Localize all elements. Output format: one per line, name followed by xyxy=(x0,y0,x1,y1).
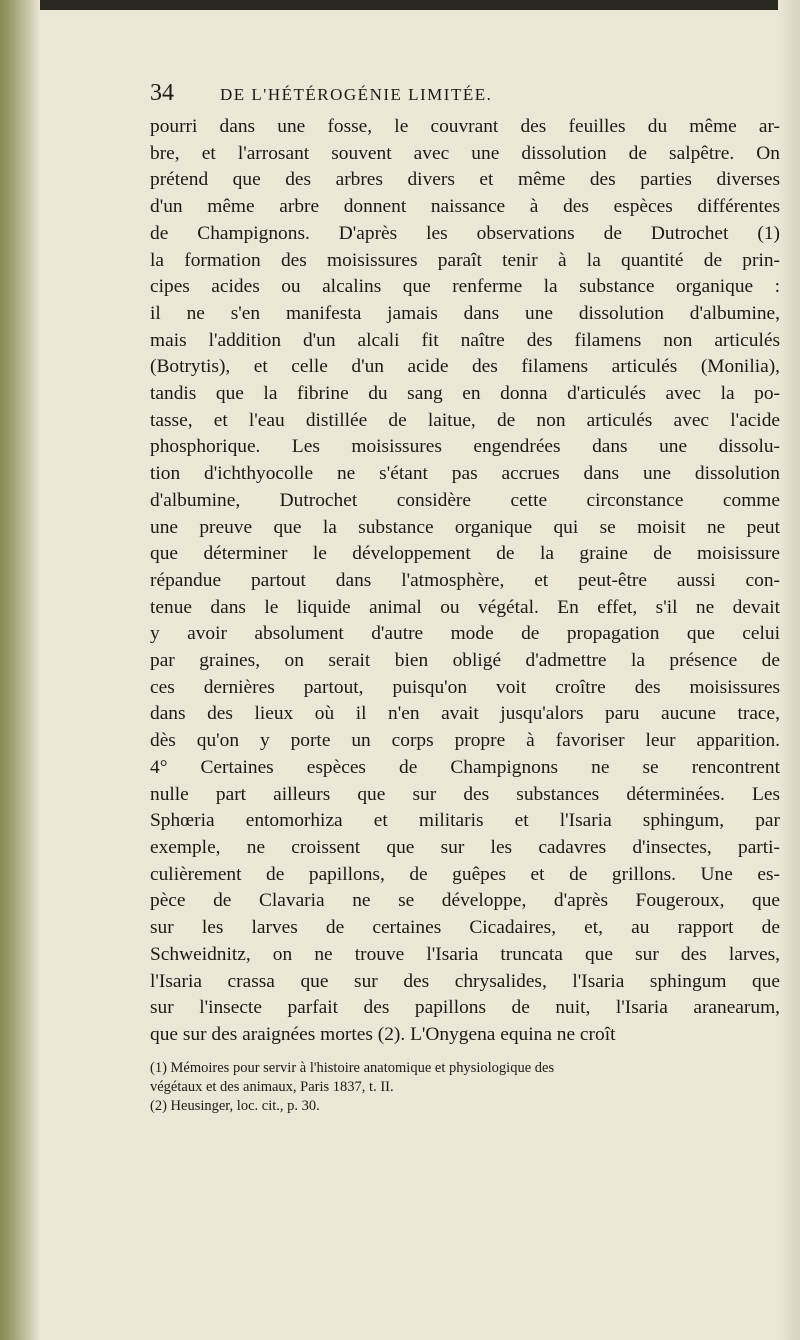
text-line: que sur des araignées mortes (2). L'Onygena equina ne croît xyxy=(150,1023,616,1045)
text-line: Schweidnitz, on ne trouve l'Isaria truncata que sur des larves, xyxy=(150,943,780,965)
footnote-line: végétaux et des animaux, Paris 1837, t. II. xyxy=(150,1078,394,1095)
text-line: une preuve que la substance organique qui se moisit ne peut xyxy=(150,516,780,538)
text-line: tandis que la fibrine du sang en donna d'articulés avec la po- xyxy=(150,383,780,405)
text-line: y avoir absolument d'autre mode de propagation que celui xyxy=(150,623,780,645)
body-text xyxy=(150,114,780,1049)
text-line: pèce de Clavaria ne se développe, d'après Fougeroux, que xyxy=(150,890,780,912)
text-line: tenue dans le liquide animal ou végétal. En effet, s'il ne devait xyxy=(150,596,780,618)
text-line: la formation des moisissures paraît tenir à la quantité de prin- xyxy=(150,249,780,271)
footnote-line: (2) Heusinger, loc. cit., p. 30. xyxy=(150,1097,320,1114)
text-line: exemple, ne croissent que sur les cadavres d'insectes, parti- xyxy=(150,836,780,858)
text-line: par graines, on serait bien obligé d'admettre la présence de xyxy=(150,650,780,672)
text-line: (Botrytis), et celle d'un acide des filamens articulés (Monilia), xyxy=(150,356,780,378)
page-number: 34 xyxy=(150,80,174,106)
text-line: il ne s'en manifesta jamais dans une dissolution d'albumine, xyxy=(150,302,780,324)
text-line: l'Isaria crassa que sur des chrysalides, l'Isaria sphingum que xyxy=(150,970,780,992)
text-line: bre, et l'arrosant souvent avec une dissolution de salpêtre. On xyxy=(150,142,780,164)
book-spine-edge xyxy=(0,0,40,1340)
text-line: dès qu'on y porte un corps propre à favoriser leur apparition. xyxy=(150,730,780,752)
text-line: tion d'ichthyocolle ne s'étant pas accrues dans une dissolution xyxy=(150,463,780,485)
text-line: que déterminer le développement de la graine de moisissure xyxy=(150,543,780,565)
footnotes xyxy=(150,1059,780,1116)
page-header xyxy=(150,80,780,112)
text-line: prétend que des arbres divers et même des parties diverses xyxy=(150,169,780,191)
text-line: Sphœria entomorhiza et militaris et l'Isaria sphingum, par xyxy=(150,810,780,832)
page-right-edge xyxy=(778,0,800,1340)
text-line: mais l'addition d'un alcali fit naître des filamens non articulés xyxy=(150,329,780,351)
text-line: d'un même arbre donnent naissance à des espèces différentes xyxy=(150,196,780,218)
text-line: dans des lieux où il n'en avait jusqu'alors paru aucune trace, xyxy=(150,703,780,725)
text-line: pourri dans une fosse, le couvrant des feuilles du même ar- xyxy=(150,116,780,137)
text-line: culièrement de papillons, de guêpes et de grillons. Une es- xyxy=(150,863,780,885)
text-line: nulle part ailleurs que sur des substances déterminées. Les xyxy=(150,783,780,805)
text-line: 4° Certaines espèces de Champignons ne se rencontrent xyxy=(150,756,780,778)
running-title: DE L'HÉTÉROGÉNIE LIMITÉE. xyxy=(220,85,493,104)
text-line: d'albumine, Dutrochet considère cette circonstance comme xyxy=(150,489,780,511)
footnote-line: (1) Mémoires pour servir à l'histoire anatomique et physiologique des xyxy=(150,1059,555,1076)
text-line: sur les larves de certaines Cicadaires, et, au rapport de xyxy=(150,917,780,939)
text-line: tasse, et l'eau distillée de laitue, de non articulés avec l'acide xyxy=(150,409,780,431)
text-line: cipes acides ou alcalins que renferme la substance organique : xyxy=(150,276,780,298)
text-line: sur l'insecte parfait des papillons de nuit, l'Isaria aranearum, xyxy=(150,997,780,1019)
page-top-edge xyxy=(0,0,800,10)
text-line: de Champignons. D'après les observations de Dutrochet (1) xyxy=(150,222,780,244)
text-line: répandue partout dans l'atmosphère, et peut-être aussi con- xyxy=(150,569,780,591)
book-page xyxy=(150,80,780,1116)
text-line: ces dernières partout, puisqu'on voit croître des moisissures xyxy=(150,676,780,698)
text-line: phosphorique. Les moisissures engendrées dans une dissolu- xyxy=(150,436,780,458)
